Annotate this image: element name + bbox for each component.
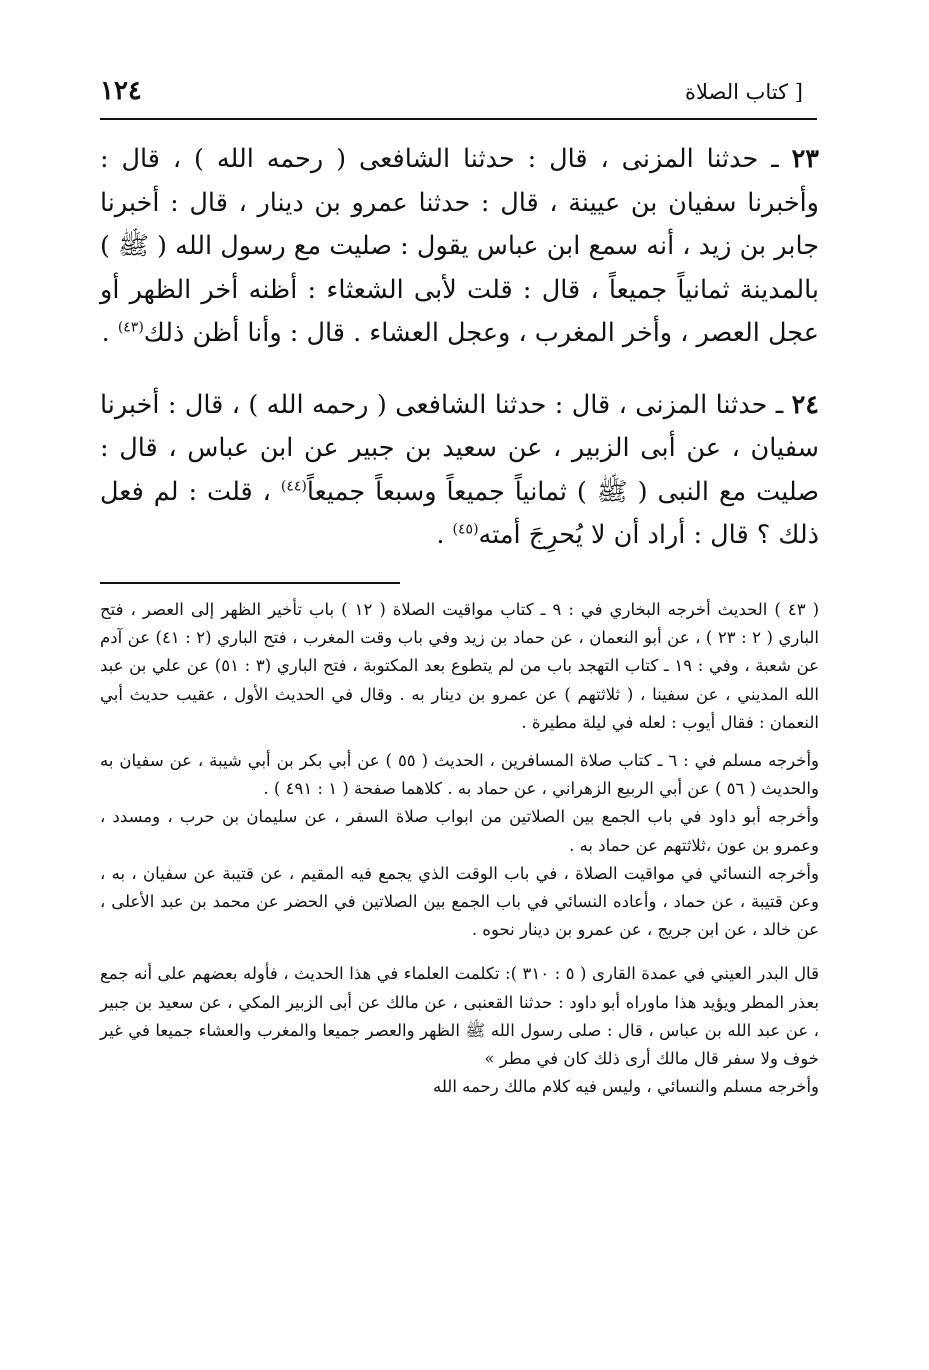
footnotes bbox=[100, 596, 819, 1101]
hadith-end: . bbox=[436, 520, 453, 550]
hadith-24 bbox=[100, 384, 819, 558]
footnote-43: ( ٤٣ ) الحديث أخرجه البخاري في : ٩ ـ كتاب مواقيت الصلاة ( ١٢ ) باب تأخير الظهر إلى العصر ، فتح الباري ( ٢ : ٢٣ ) ، عن أبو النعمان ، عن حماد بن زيد وفي باب وقت المغرب ، فتح الباري (٢ : ٤١) عن آدم عن شعبة ، وفي : ١٩ ـ كتاب التهجد باب من لم يتطوع بعد المكتوبة ، فتح الباري (٣ : ٥١) عن علي بن عبد الله المديني ، عن سفينا ، ( ثلاثتهم ) عن عمرو بن دينار به . وقال في الحديث الأول ، عقيب حديث أبي النعمان : فقال أيوب : لعله في ليلة مطيرة . bbox=[100, 600, 820, 732]
footnote-ref: (٤٣) bbox=[117, 319, 144, 336]
footnote-paragraph: وأخرجه مسلم والنسائي ، وليس فيه كلام مالك رحمه الله bbox=[433, 1077, 819, 1097]
hadith-text: ـ حدثنا المزنى ، قال : حدثنا الشافعى ( رحمه الله ) ، قال : وأخبرنا سفيان بن عيينة ، قال : حدثنا عمرو بن دينار ، قال : أخبرنا جابر بن زيد ، أنه سمع ابن عباس يقول : صليت مع رسول الله ( ﷺ ) بالمدينة ثمانياً جميعاً ، قال : قلت لأبى الشعثاء : أظنه أخر الظهر أو عجل العصر ، وأخر المغرب ، وعجل العشاء . قال : وأنا أظن ذلك bbox=[100, 144, 819, 348]
page-header bbox=[100, 70, 817, 120]
chapter-title: [ كتاب الصلاة bbox=[684, 80, 803, 104]
footnote-ref: (٤٤) bbox=[280, 478, 307, 494]
hadith-text: ، قلت : لم فعل ذلك ؟ قال : أراد أن لا يُحرِجَ أمته bbox=[100, 476, 819, 550]
hadith-end: . bbox=[101, 318, 118, 348]
main-text bbox=[100, 138, 819, 558]
footnote-paragraph: وأخرجه النسائي في مواقيت الصلاة ، في باب الوقت الذي يجمع فيه المقيم ، عن قتيبة عن سفيان ، به ، وعن قتيبة ، عن حماد ، وأعاده النسائي في باب الجمع بين الصلاتين في الحضر عن محمد بن عبد الأعلى ، عن خالد ، عن ابن جريج ، عن عمرو بن دينار نحوه . bbox=[100, 863, 819, 940]
hadith-number: ٢٤ bbox=[791, 389, 820, 420]
hadith-23 bbox=[100, 138, 819, 356]
footnote-ref: (٤٥) bbox=[452, 521, 479, 538]
footnote-divider bbox=[100, 582, 400, 584]
page-number: ١٢٤ bbox=[100, 76, 142, 106]
hadith-number: ٢٣ bbox=[791, 144, 819, 174]
hadith-text: ـ حدثنا المزنى ، قال : حدثنا الشافعى ( رحمه الله ) ، قال : أخبرنا سفيان ، عن أبى الزبير ، عن سعيد بن جبير عن ابن عباس ، قال : صليت مع النبى ( ﷺ ) ثمانياً جميعاً وسبعاً جميعاً bbox=[100, 389, 819, 507]
footnote-paragraph: وأخرجه أبو داود في باب الجمع بين الصلاتين من ابواب صلاة السفر ، عن سليمان بن حرب ، ومسدد ، وعمرو بن عون ،ثلاثتهم عن حماد به . bbox=[100, 807, 819, 855]
footnote-paragraph: وأخرجه مسلم في : ٦ ـ كتاب صلاة المسافرين ، الحديث ( ٥٥ ) عن أبي بكر بن أبي شيبة ، عن سفيان به والحديث ( ٥٦ ) عن أبي الربيع الزهراني ، عن حماد به . كلاهما صفحة ( ١ : ٤٩١ ) . bbox=[100, 751, 820, 799]
footnote-44: قال البدر العيني في عمدة القارى ( ٥ : ٣١٠ ): تكلمت العلماء في هذا الحديث ، فأوله بعضهم على أنه جمع بعذر المطر ويؤيد هذا ماوراه أبو داود : حدثنا القعنبى ، عن مالك عن أبى الزبير المكي ، عن سعيد بن جبير ، عن عبد الله بن عباس ، قال : صلى رسول الله ﷺ الظهر والعصر جميعا والمغرب والعشاء جميعا في غير خوف ولا سفر قال مالك أرى ذلك كان في مطر » bbox=[100, 964, 819, 1069]
